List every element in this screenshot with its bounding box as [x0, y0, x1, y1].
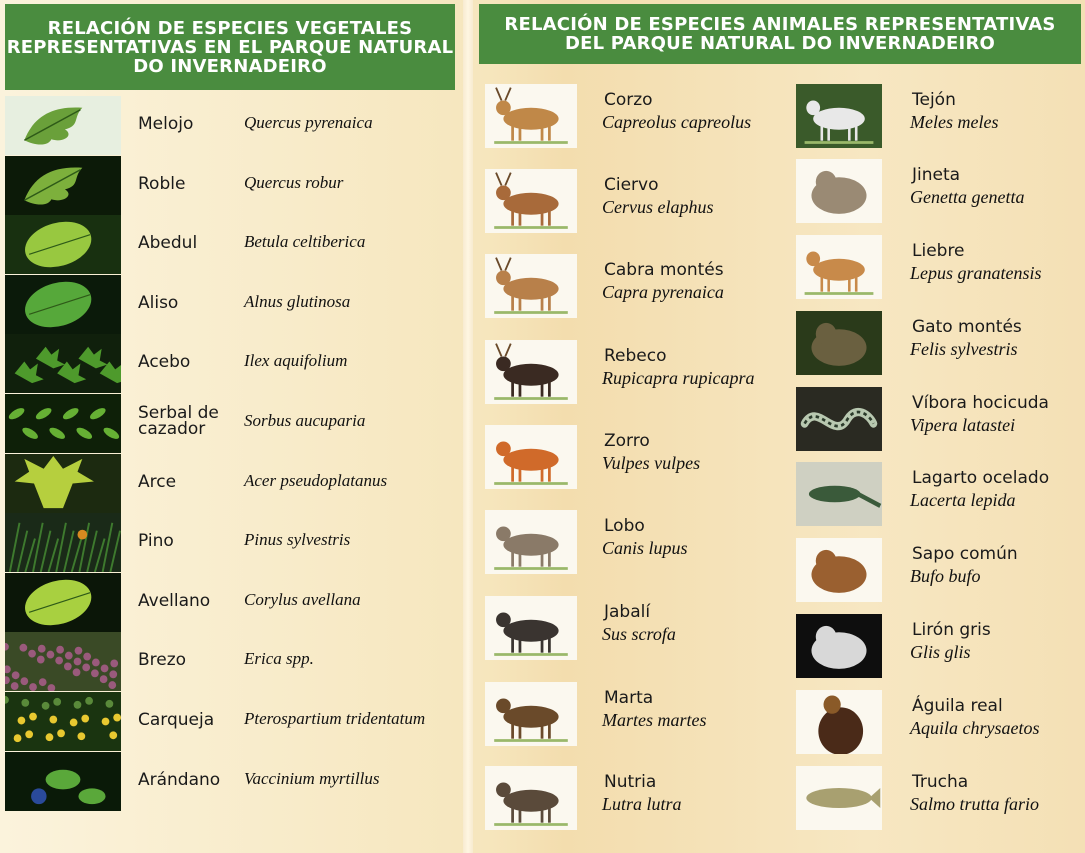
animal-scientific-name: Glis glis [910, 642, 971, 662]
plant-scientific-name: Alnus glutinosa [244, 291, 351, 311]
animal-scientific-name: Salmo trutta fario [910, 794, 1040, 814]
animal-scientific-name: Martes martes [602, 710, 707, 730]
animal-common-name: Tejón [912, 90, 956, 110]
animal-common-name: Lobo [604, 516, 645, 536]
animal-scientific-name: Vulpes vulpes [602, 453, 701, 473]
animal-picture [796, 159, 882, 223]
animal-scientific-name: Genetta genetta [910, 187, 1025, 207]
plant-scientific-name: Vaccinium myrtillus [244, 768, 380, 788]
plant-common-name: Serbal de cazador [138, 403, 219, 439]
animal-scientific-name: Meles meles [910, 112, 999, 132]
animal-scientific-name: Lepus granatensis [910, 263, 1042, 283]
plant-photo [5, 752, 121, 811]
plant-common-name: Brezo [138, 650, 187, 671]
plant-scientific-name: Corylus avellana [244, 589, 361, 609]
plant-scientific-name: Ilex aquifolium [244, 351, 348, 371]
animal-scientific-name: Capra pyrenaica [602, 282, 724, 302]
animal-picture [485, 254, 577, 318]
plant-common-name: Abedul [138, 233, 198, 254]
animal-picture [796, 311, 882, 375]
animal-picture [485, 510, 577, 574]
plant-scientific-name: Pterospartium tridentatum [244, 709, 426, 728]
plant-common-name: Avellano [138, 590, 211, 611]
plants-header: RELACIÓN DE ESPECIES VEGETALES REPRESENTATIVAS EN EL PARQUE NATURAL DO INVERNADEIRO [5, 4, 455, 90]
plant-common-name: Carqueja [138, 710, 215, 730]
plant-scientific-name: Acer pseudoplatanus [244, 470, 388, 490]
animal-common-name: Cabra montés [604, 260, 724, 280]
plant-scientific-name: Quercus robur [244, 172, 344, 192]
animal-common-name: Liebre [912, 241, 965, 261]
plant-common-name: Melojo [138, 114, 194, 134]
animal-common-name: Lirón gris [912, 620, 991, 640]
plant-common-name: Arce [138, 471, 177, 492]
plant-common-name: Arándano [138, 769, 221, 790]
animal-common-name: Lagarto ocelado [912, 468, 1050, 488]
animal-common-name: Jineta [912, 165, 961, 185]
animal-picture [485, 596, 577, 660]
plant-scientific-name: Sorbus aucuparia [244, 411, 366, 430]
plant-scientific-name: Erica spp. [244, 649, 314, 669]
animal-picture [485, 84, 577, 148]
animal-scientific-name: Rupicapra rupicapra [602, 368, 755, 388]
animal-common-name: Trucha [912, 772, 969, 792]
animal-common-name: Nutria [604, 772, 657, 792]
plant-common-name: Acebo [138, 352, 191, 373]
animal-picture [796, 235, 882, 299]
plant-photo [5, 394, 121, 453]
plant-photo [5, 215, 121, 274]
animal-scientific-name: Vipera latastei [910, 415, 1016, 435]
animal-common-name: Ciervo [604, 175, 659, 195]
plant-scientific-name: Betula celtiberica [244, 232, 366, 252]
animal-scientific-name: Cervus elaphus [602, 197, 714, 217]
plant-common-name: Roble [138, 173, 186, 194]
plant-photo [5, 156, 121, 215]
animal-picture [485, 340, 577, 404]
animal-common-name: Rebeco [604, 346, 667, 366]
animal-common-name: Víbora hocicuda [912, 393, 1049, 413]
animal-picture [796, 766, 882, 830]
animal-common-name: Marta [604, 688, 654, 708]
animal-common-name: Jabalí [604, 602, 651, 622]
plant-common-name: Aliso [138, 292, 179, 313]
animal-scientific-name: Lacerta lepida [910, 490, 1016, 510]
animal-common-name: Zorro [604, 431, 650, 451]
plant-photo [5, 275, 121, 334]
animal-picture [796, 538, 882, 602]
animal-scientific-name: Bufo bufo [910, 566, 981, 586]
animal-picture [796, 614, 882, 678]
animal-picture [485, 766, 577, 830]
plant-scientific-name: Pinus sylvestris [244, 530, 351, 550]
plant-common-name: Pino [138, 531, 174, 552]
animal-picture [485, 682, 577, 746]
animal-common-name: Gato montés [912, 317, 1022, 337]
animal-scientific-name: Sus scrofa [602, 624, 676, 644]
plant-photo [5, 513, 121, 572]
animal-picture [796, 387, 882, 451]
animal-scientific-name: Lutra lutra [602, 794, 682, 814]
animal-picture [485, 425, 577, 489]
animal-common-name: Corzo [604, 90, 653, 110]
animal-scientific-name: Felis sylvestris [910, 339, 1018, 359]
plant-photo [5, 692, 121, 751]
animal-common-name: Águila real [912, 696, 1003, 716]
animal-common-name: Sapo común [912, 544, 1018, 564]
plant-photo [5, 573, 121, 632]
animal-scientific-name: Canis lupus [602, 538, 688, 558]
plant-photo [5, 632, 121, 691]
animal-scientific-name: Capreolus capreolus [602, 112, 752, 132]
plant-photo [5, 96, 121, 155]
column-divider [463, 0, 473, 853]
animal-picture [796, 84, 882, 148]
animals-header: RELACIÓN DE ESPECIES ANIMALES REPRESENTATIVAS DEL PARQUE NATURAL DO INVERNADEIRO [479, 4, 1081, 64]
plant-photo [5, 334, 121, 393]
animal-picture [796, 462, 882, 526]
plant-scientific-name: Quercus pyrenaica [244, 113, 373, 132]
animal-scientific-name: Aquila chrysaetos [910, 718, 1040, 738]
plant-photo [5, 454, 121, 513]
animal-picture [485, 169, 577, 233]
animal-picture [796, 690, 882, 754]
